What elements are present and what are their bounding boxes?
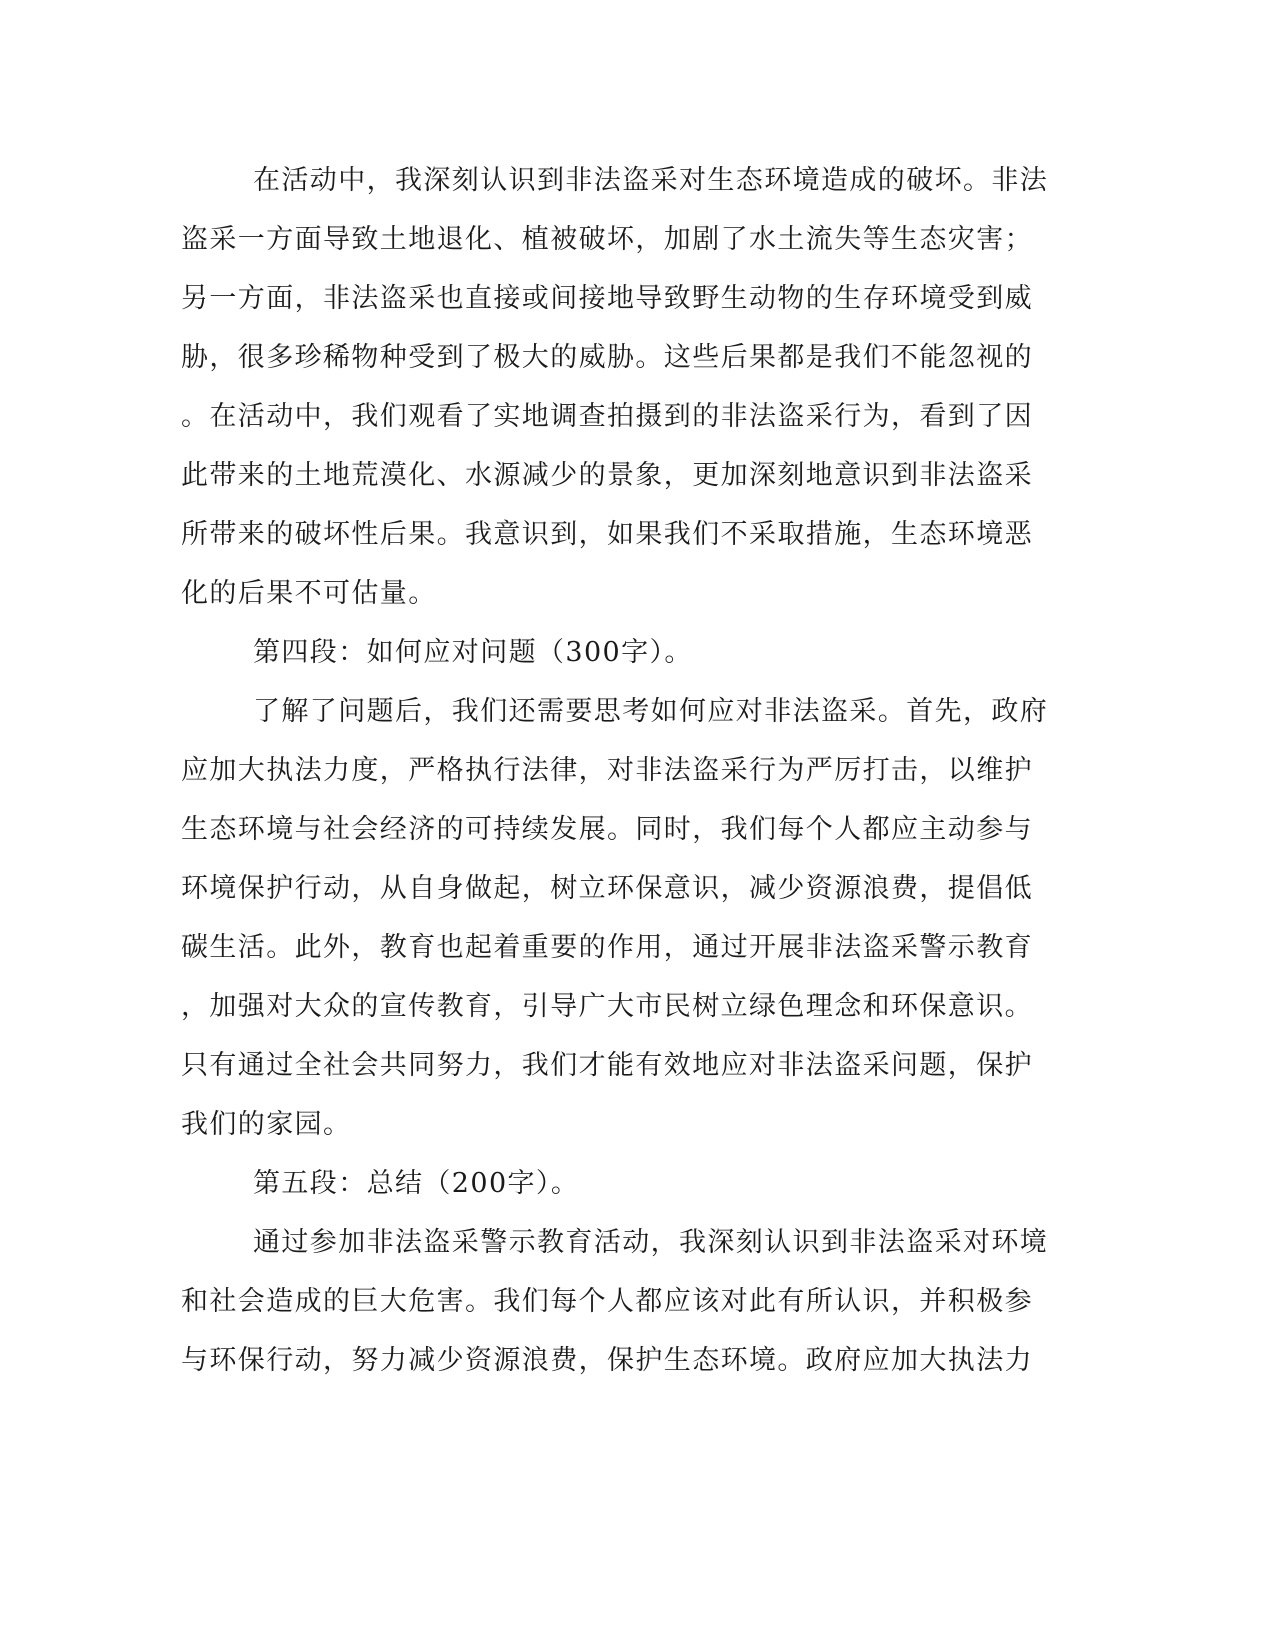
paragraph-line: 此带来的土地荒漠化、水源减少的景象，更加深刻地意识到非法盗采 (181, 460, 1033, 491)
paragraph-line: 我们的家园。 (181, 1109, 352, 1140)
paragraph-line: 化的后果不可估量。 (181, 578, 437, 609)
paragraph-line: 所带来的破坏性后果。我意识到，如果我们不采取措施，生态环境恶 (181, 519, 1033, 550)
paragraph-line: 环境保护行动，从自身做起，树立环保意识，减少资源浪费，提倡低 (181, 873, 1033, 904)
paragraph-line: 通过参加非法盗采警示教育活动，我深刻认识到非法盗采对环境 (253, 1227, 1049, 1258)
paragraph-line: 在活动中，我深刻认识到非法盗采对生态环境造成的破坏。非法 (253, 165, 1049, 196)
paragraph-line: 和社会造成的巨大危害。我们每个人都应该对此有所认识，并积极参 (181, 1286, 1033, 1317)
paragraph-line: 。在活动中，我们观看了实地调查拍摄到的非法盗采行为，看到了因 (181, 401, 1033, 432)
paragraph-line: 生态环境与社会经济的可持续发展。同时，我们每个人都应主动参与 (181, 814, 1033, 845)
section-heading: 第五段：总结（200字）。 (253, 1168, 580, 1199)
section-heading: 第四段：如何应对问题（300字）。 (253, 637, 693, 668)
paragraph-line: 盗采一方面导致土地退化、植被破坏，加剧了水土流失等生态灾害； (181, 224, 1033, 255)
paragraph-line: 胁，很多珍稀物种受到了极大的威胁。这些后果都是我们不能忽视的 (181, 342, 1033, 373)
paragraph-line: 另一方面，非法盗采也直接或间接地导致野生动物的生存环境受到威 (181, 283, 1033, 314)
paragraph-line: 只有通过全社会共同努力，我们才能有效地应对非法盗采问题，保护 (181, 1050, 1033, 1081)
paragraph-line: 了解了问题后，我们还需要思考如何应对非法盗采。首先，政府 (253, 696, 1049, 727)
paragraph-line: ，加强对大众的宣传教育，引导广大市民树立绿色理念和环保意识。 (181, 991, 1033, 1022)
paragraph-line: 碳生活。此外，教育也起着重要的作用，通过开展非法盗采警示教育 (181, 932, 1033, 963)
paragraph-line: 与环保行动，努力减少资源浪费，保护生态环境。政府应加大执法力 (181, 1345, 1033, 1376)
paragraph-line: 应加大执法力度，严格执行法律，对非法盗采行为严厉打击，以维护 (181, 755, 1033, 786)
